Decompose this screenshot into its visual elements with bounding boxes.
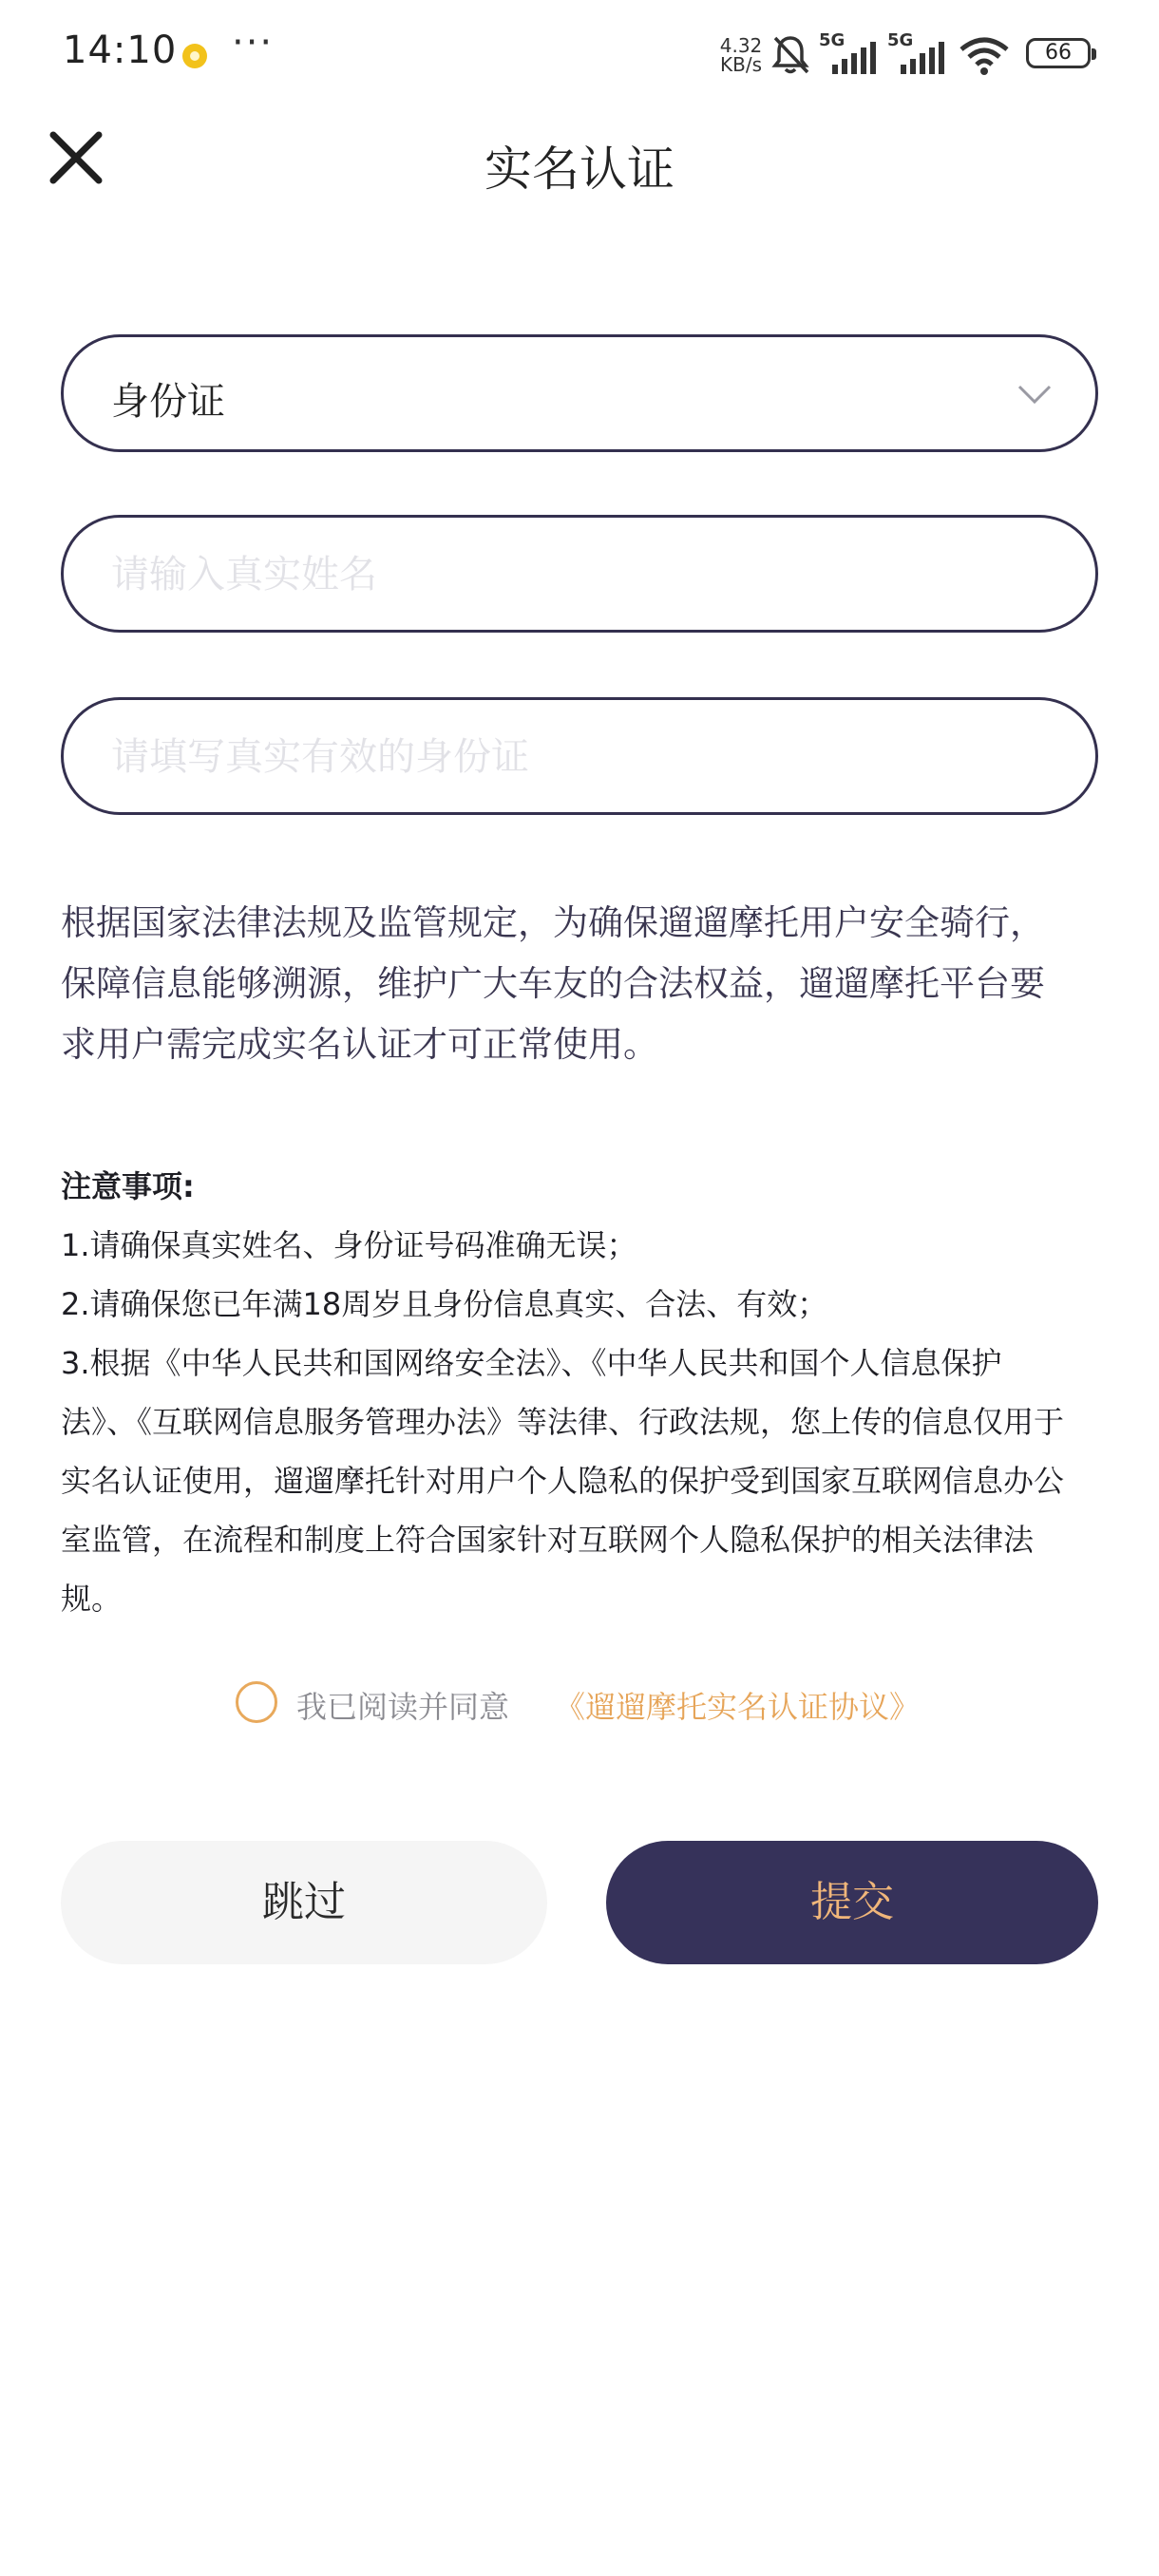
notes-line: 规。 [61,1581,123,1617]
skip-button[interactable]: 跳过 [61,1841,547,1964]
name-input[interactable] [109,518,1054,632]
status-time: 14:10 [63,28,178,72]
chevron-down-icon [1016,375,1054,413]
intro-line: 根据国家法律法规及监管规定，为确保遛遛摩托用户安全骑行， [61,902,1045,943]
id-type-value: 身份证 [111,380,225,424]
bell-muted-icon [770,32,811,76]
page-title: 实名认证 [484,142,674,197]
notes-section [61,1157,1106,1628]
agreement-checkbox[interactable] [236,1681,277,1723]
intro-line: 求用户需完成实名认证才可正常使用。 [61,1024,658,1065]
status-more: ··· [232,21,275,65]
battery-icon: 66 [1026,38,1091,68]
net-speed-value: 4.32 [719,34,763,57]
wifi-icon [958,36,1011,76]
agreement-link[interactable]: 《遛遛摩托实名认证协议》 [555,1689,921,1725]
signal-icon [901,42,944,74]
id-number-input[interactable] [109,700,1054,814]
notification-dot-icon [182,44,207,68]
signal-icon [832,42,876,74]
agreement-text: 我已阅读并同意 [296,1689,510,1725]
id-number-field[interactable] [61,697,1098,815]
notes-line: 室监管，在流程和制度上符合国家针对互联网个人隐私保护的相关法律法 [61,1522,1035,1558]
signal-label-1: 5G [819,30,846,50]
intro-text [61,893,1106,1075]
net-speed [714,36,768,74]
status-bar [0,0,1159,114]
id-type-select[interactable] [61,334,1098,452]
notes-line: 3.根据《中华人民共和国网络安全法》、《中华人民共和国个人信息保护 [61,1345,1002,1381]
intro-line: 保障信息能够溯源，维护广大车友的合法权益，遛遛摩托平台要 [61,963,1045,1004]
notes-line: 2.请确保您已年满18周岁且身份信息真实、合法、有效； [61,1286,828,1322]
notes-line: 实名认证使用，遛遛摩托针对用户个人隐私的保护受到国家互联网信息办公 [61,1463,1065,1499]
notes-title: 注意事项: [61,1168,195,1204]
notes-line: 1.请确保真实姓名、身份证号码准确无误； [61,1227,637,1263]
submit-button[interactable]: 提交 [606,1841,1098,1964]
notes-line: 法》、《互联网信息服务管理办法》等法律、行政法规，您上传的信息仅用于 [61,1404,1065,1440]
name-field[interactable] [61,515,1098,633]
signal-label-2: 5G [887,30,914,50]
net-speed-unit: KB/s [720,53,762,76]
